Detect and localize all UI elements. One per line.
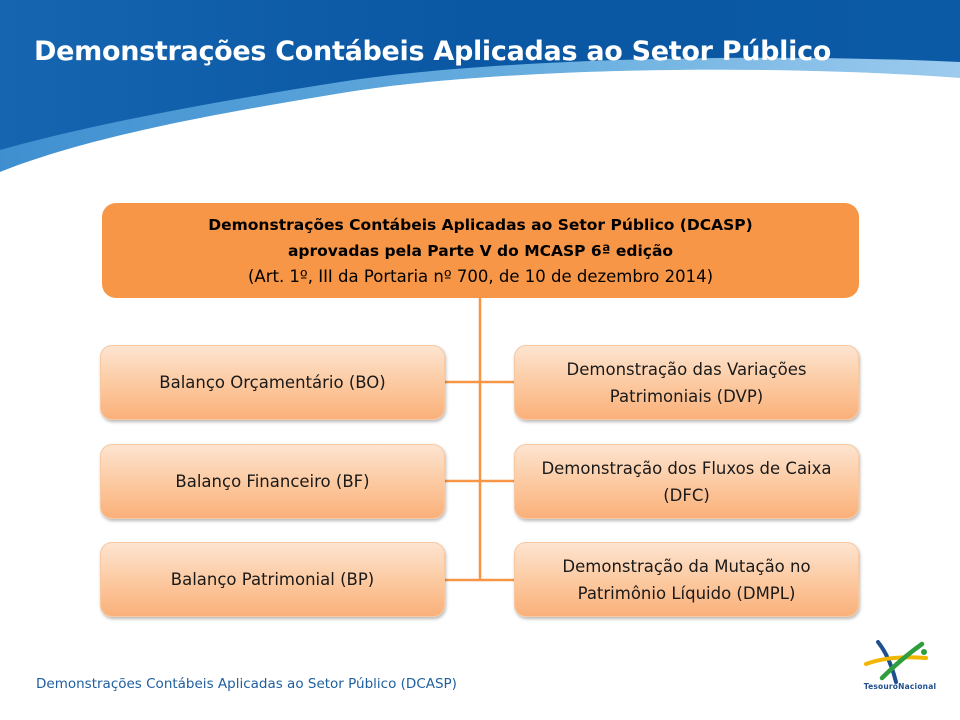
node-balanco-orcamentario: Balanço Orçamentário (BO) bbox=[100, 345, 445, 420]
node-balanco-patrimonial: Balanço Patrimonial (BP) bbox=[100, 542, 445, 617]
root-line-3: (Art. 1º, III da Portaria nº 700, de 10 de dezembro 2014) bbox=[247, 266, 714, 286]
node-dfc: Demonstração dos Fluxos de Caixa (DFC) bbox=[514, 444, 859, 519]
dcasp-root-box bbox=[102, 203, 859, 298]
logo-wordmark: TesouroNacional bbox=[863, 682, 937, 691]
node-dmpl: Demonstração da Mutação no Patrimônio Líquido (DMPL) bbox=[514, 542, 859, 617]
footer-caption: Demonstrações Contábeis Aplicadas ao Setor Público (DCASP) bbox=[36, 676, 457, 692]
node-dvp: Demonstração das Variações Patrimoniais (DVP) bbox=[514, 345, 859, 420]
root-line-2: aprovadas pela Parte V do MCASP 6ª edição bbox=[287, 241, 674, 260]
slide-title: Demonstrações Contábeis Aplicadas ao Setor Público bbox=[34, 36, 832, 67]
node-balanco-financeiro: Balanço Financeiro (BF) bbox=[100, 444, 445, 519]
root-line-1: Demonstrações Contábeis Aplicadas ao Setor Público (DCASP) bbox=[208, 215, 753, 234]
